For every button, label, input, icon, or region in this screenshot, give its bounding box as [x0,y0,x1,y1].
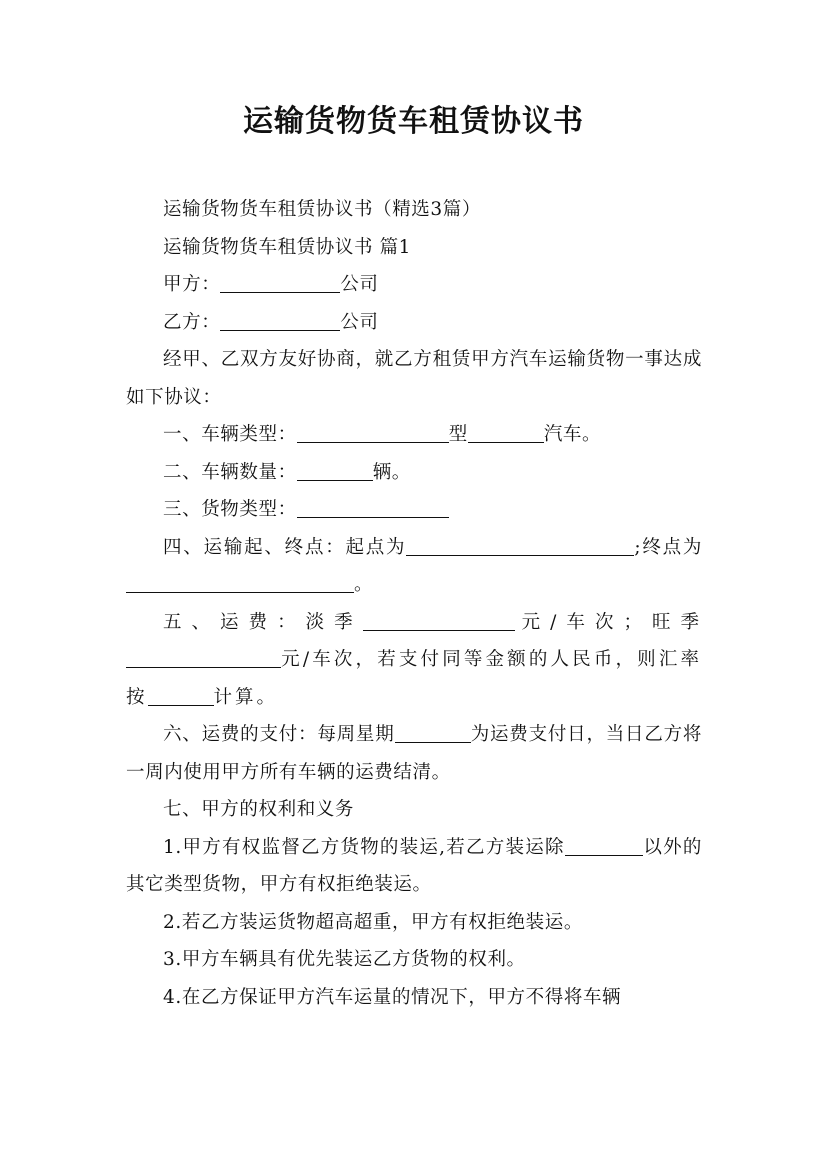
clause-7 [126,791,702,829]
vehicle-model-blank [468,424,544,444]
clause-1-label: 一、车辆类型： [163,424,297,445]
clause-7-1-end: 以外的其它类型货物，甲方有权拒绝装运。 [126,836,702,895]
clause-2-label: 二、车辆数量： [163,461,297,483]
paragraph-section [126,229,702,267]
clause-3 [126,491,702,529]
clause-1-end: 汽车。 [543,424,602,445]
section-text: 运输货物货车租赁协议书 篇1 [163,236,412,258]
party-a-suffix: 公司 [340,274,379,295]
clause-3-label: 三、货物类型： [163,499,297,520]
clause-7-4 [126,979,702,1017]
payment-day-blank [395,724,471,744]
cargo-exception-blank [565,836,643,856]
off-season-fee-blank [363,611,515,631]
clause-2 [126,454,702,492]
clause-4-label: 四、运输起、终点：起点为 [163,536,407,558]
clause-4 [126,529,702,604]
vehicle-count-blank [297,461,373,481]
clause-5-label: 五、运费：淡季 [163,611,363,633]
clause-7-2-text: 2.若乙方装运货物超高超重，甲方有权拒绝装运。 [163,911,583,933]
party-a-blank [220,274,340,294]
paragraph-party-a [126,266,702,304]
exchange-rate-blank [148,686,214,706]
clause-6 [126,716,702,791]
clause-1 [126,416,702,454]
party-a-label: 甲方： [163,274,221,295]
clause-7-3-text: 3.甲方车辆具有优先装运乙方货物的权利。 [163,949,526,970]
party-b-suffix: 公司 [340,311,379,333]
intro-text: 经甲、乙双方友好协商，就乙方租赁甲方汽车运输货物一事达成如下协议： [126,349,702,408]
paragraph-heading [126,191,702,229]
clause-5-mid: 元/车次；旺季 [514,611,702,633]
clause-6-end: 为运费支付日，当日乙方将一周内使用甲方所有车辆的运费结清。 [126,724,702,783]
end-point-blank [126,574,354,594]
clause-4-end: 。 [354,574,374,595]
party-b-label: 乙方： [163,311,221,333]
vehicle-type-blank [297,424,449,444]
paragraph-party-b [126,304,702,342]
clause-7-text: 七、甲方的权利和义务 [163,799,355,820]
clause-5 [126,604,702,717]
party-b-blank [220,311,340,331]
clause-7-2 [126,904,702,942]
paragraph-intro [126,341,702,416]
heading-text: 运输货物货车租赁协议书（精选3篇） [163,199,481,220]
peak-season-fee-blank [126,649,281,669]
clause-2-end: 辆。 [372,461,411,483]
clause-1-mid: 型 [448,424,468,445]
clause-7-4-text: 4.在乙方保证甲方汽车运量的情况下，甲方不得将车辆 [163,986,622,1008]
clause-5-end: 计算。 [213,686,279,708]
clause-4-mid: ;终点为 [634,536,702,558]
clause-5-mid2: 元/车次，若支付同等金额的人民币，则汇率按 [126,649,702,708]
clause-7-1 [126,829,702,904]
document-body [126,191,702,1016]
clause-6-label: 六、运费的支付：每周星期 [163,724,395,745]
clause-7-1-label: 1.甲方有权监督乙方货物的装运,若乙方装运除 [163,836,565,858]
document-title: 运输货物货车租赁协议书 [243,104,584,139]
cargo-type-blank [297,499,449,519]
clause-7-3 [126,941,702,979]
start-point-blank [406,536,634,556]
